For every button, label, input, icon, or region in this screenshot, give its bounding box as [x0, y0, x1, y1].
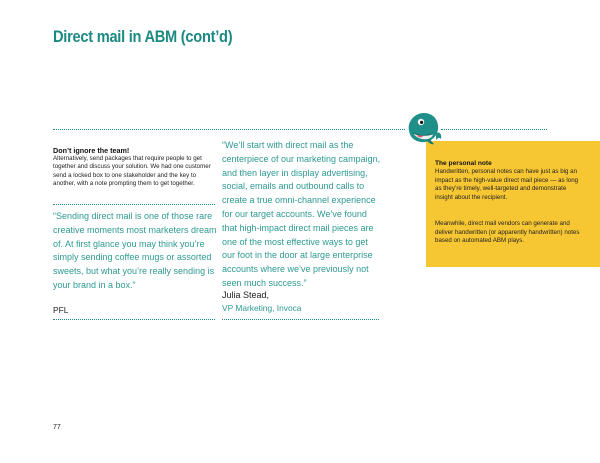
team-body-text: Alternatively, send packages that require people to get together and discuss your solution. We had one customer send a locked box to one stakeholder and the key to another, with a note prompting them to get together.	[53, 155, 211, 188]
left-quote-bottom-divider	[53, 319, 215, 320]
top-divider-right	[441, 129, 547, 130]
pfl-quote: “Sending direct mail is one of those rare creative moments most marketers dream of. At first glance you may think you’re simply sending coffee mugs or assorted sweets, but what you’re really sending is your brand in a box.”	[53, 211, 217, 290]
team-heading: Don’t ignore the team!	[53, 146, 130, 155]
invoca-attribution-name: Julia Stead,	[222, 290, 270, 300]
invoca-attribution-role: VP Marketing, Invoca	[222, 303, 302, 313]
personal-note-paragraph-2: Meanwhile, direct mail vendors can generate and deliver handwritten (or apparently handwritten) notes based on automated ABM plays.	[435, 220, 580, 245]
invoca-quote: “We’ll start with direct mail as the centerpiece of our marketing campaign, and then layer in display advertising, social, emails and outbound calls to create a true omni-channel experience for our target accounts. We’ve found that high-impact direct mail pieces are one of the most effective ways to get our foot in the door at large enterprise accounts where we’ve previously not seen much success.”	[222, 140, 381, 288]
whale-icon	[403, 109, 443, 147]
left-quote-top-divider	[53, 204, 215, 205]
page-title: Direct mail in ABM (cont’d)	[53, 27, 233, 46]
personal-note-box	[426, 141, 600, 267]
pfl-attribution: PFL	[53, 305, 69, 315]
middle-quote-bottom-divider	[222, 319, 379, 320]
personal-note-paragraph-1: Handwritten, personal notes can have just as big an impact as the high-value direct mail piece — as long as they’re timely, well-targeted and demonstrate insight about the recipient.	[435, 168, 579, 201]
personal-note-heading: The personal note	[435, 160, 492, 167]
top-divider	[53, 129, 405, 130]
page-number: 77	[53, 424, 61, 431]
